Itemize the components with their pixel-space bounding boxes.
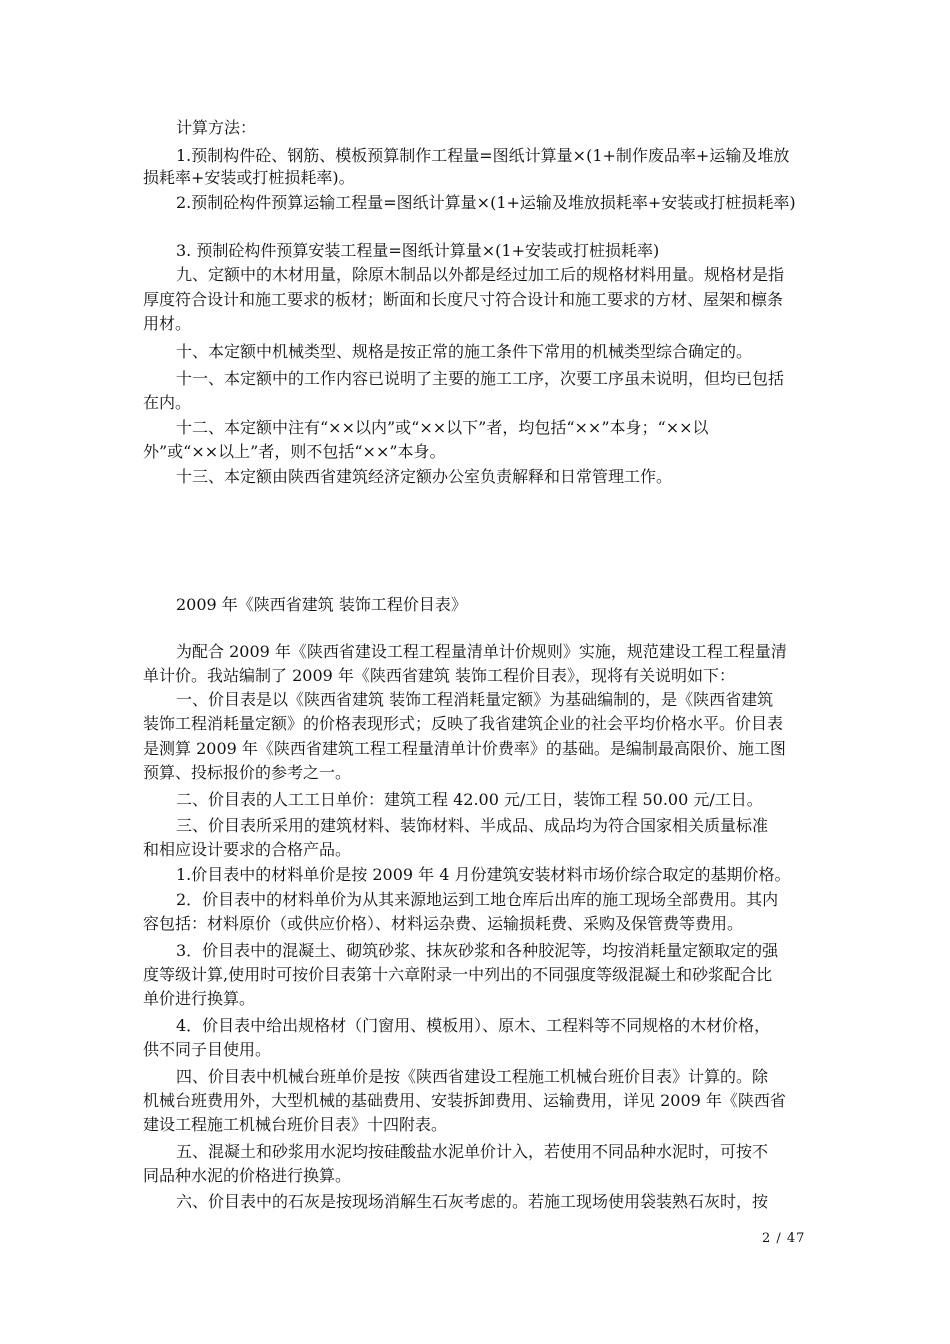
paragraph-1-line-1: 一、价目表是以《陕西省建筑 装饰工程消耗量定额》为基础编制的，是《陕西省建筑 (176, 690, 774, 709)
paragraph-2: 二、价目表的人工工日单价：建筑工程 42.00 元/工日，装饰工程 50.00 元/工日。 (176, 790, 763, 809)
paragraph-6-line-1: 六、价目表中的石灰是按现场消解生石灰考虑的。若施工现场使用袋装熟石灰时，按 (176, 1192, 769, 1211)
paragraph-3-item-2-line-1: 2．价目表中的材料单价为从其来源地运到工地仓库后出库的施工现场全部费用。其内 (176, 890, 779, 909)
paragraph-3-item-3-line-2: 度等级计算,使用时可按价目表第十六章附录一中列出的不同强度等级混凝土和砂浆配合比 (143, 965, 773, 984)
paragraph-4-line-3: 建设工程施工机械台班价目表》十四附表。 (143, 1115, 448, 1134)
page-number: 2 / 47 (762, 1231, 806, 1246)
paragraph-1-line-4: 预算、投标报价的参考之一。 (143, 763, 352, 782)
item-9-line-2: 厚度符合设计和施工要求的板材；断面和长度尺寸符合设计和施工要求的方材、屋架和檩条 (143, 290, 784, 309)
paragraph-3-item-4-line-2: 供不同子目使用。 (143, 1040, 272, 1059)
paragraph-1-line-3: 是测算 2009 年《陕西省建筑工程工程量清单计价费率》的基础。是编制最高限价、施工图 (143, 739, 786, 758)
item-11-line-2: 在内。 (143, 393, 192, 412)
paragraph-3-item-3-line-3: 单价进行换算。 (143, 989, 256, 1008)
paragraph-5-line-2: 同品种水泥的价格进行换算。 (143, 1166, 352, 1185)
paragraph-1-line-2: 装饰工程消耗量定额》的价格表现形式；反映了我省建筑企业的社会平均价格水平。价目表 (143, 714, 784, 733)
formula-1-line-1: 1.预制构件砼、钢筋、模板预算制作工程量=图纸计算量×(1+制作废品率+运输及堆放 (176, 146, 790, 165)
item-12-line-2: 外”或“××以上”者，则不包括“××”本身。 (143, 442, 446, 461)
method-heading: 计算方法： (176, 118, 257, 137)
paragraph-3-line-1: 三、价目表所采用的建筑材料、装饰材料、半成品、成品均为符合国家相关质量标准 (176, 816, 769, 835)
paragraph-5-line-1: 五、混凝土和砂浆用水泥均按硅酸盐水泥单价计入，若使用不同品种水泥时，可按不 (176, 1142, 769, 1161)
formula-2: 2.预制砼构件预算运输工程量=图纸计算量×(1+运输及堆放损耗率+安装或打桩损耗率) (176, 193, 796, 212)
paragraph-3-item-3-line-1: 3．价目表中的混凝土、砌筑砂浆、抹灰砂浆和各种胶泥等，均按消耗量定额取定的强 (176, 941, 779, 960)
item-12-line-1: 十二、本定额中注有“××以内”或“××以下”者，均包括“××”本身；“××以 (176, 418, 709, 437)
item-13: 十三、本定额由陕西省建筑经济定额办公室负责解释和日常管理工作。 (176, 467, 673, 486)
paragraph-3-line-2: 和相应设计要求的合格产品。 (143, 840, 352, 859)
paragraph-3-item-2-line-2: 容包括：材料原价（或供应价格）、材料运杂费、运输损耗费、采购及保管费等费用。 (143, 914, 744, 933)
formula-3: 3. 预制砼构件预算安装工程量=图纸计算量×(1+安装或打桩损耗率) (176, 241, 660, 260)
paragraph-3-item-1: 1.价目表中的材料单价是按 2009 年 4 月份建筑安装材料市场价综合取定的基期价格。 (176, 865, 791, 884)
paragraph-3-item-4-line-1: 4．价目表中给出规格材（门窗用、模板用）、原木、工程料等不同规格的木材价格， (176, 1016, 771, 1035)
intro-line-1: 为配合 2009 年《陕西省建设工程工程量清单计价规则》实施，规范建设工程工程量清 (176, 642, 787, 661)
paragraph-4-line-1: 四、价目表中机械台班单价是按《陕西省建设工程施工机械台班价目表》计算的。除 (176, 1067, 769, 1086)
section-title: 2009 年《陕西省建筑 装饰工程价目表》 (176, 595, 467, 614)
item-11-line-1: 十一、本定额中的工作内容已说明了主要的施工工序，次要工序虽未说明，但均已包括 (176, 369, 785, 388)
item-9-line-1: 九、定额中的木材用量，除原木制品以外都是经过加工后的规格材料用量。规格材是指 (176, 265, 785, 284)
formula-1-line-2: 损耗率+安装或打桩损耗率)。 (143, 168, 355, 187)
intro-line-2: 单计价。我站编制了 2009 年《陕西省建筑 装饰工程价目表》，现将有关说明如下： (143, 666, 735, 685)
item-10: 十、本定额中机械类型、规格是按正常的施工条件下常用的机械类型综合确定的。 (176, 342, 753, 361)
paragraph-4-line-2: 机械台班费用外，大型机械的基础费用、安装拆卸费用、运输费用，详见 2009 年《陕西省 (143, 1091, 786, 1110)
item-9-line-3: 用材。 (143, 314, 192, 333)
